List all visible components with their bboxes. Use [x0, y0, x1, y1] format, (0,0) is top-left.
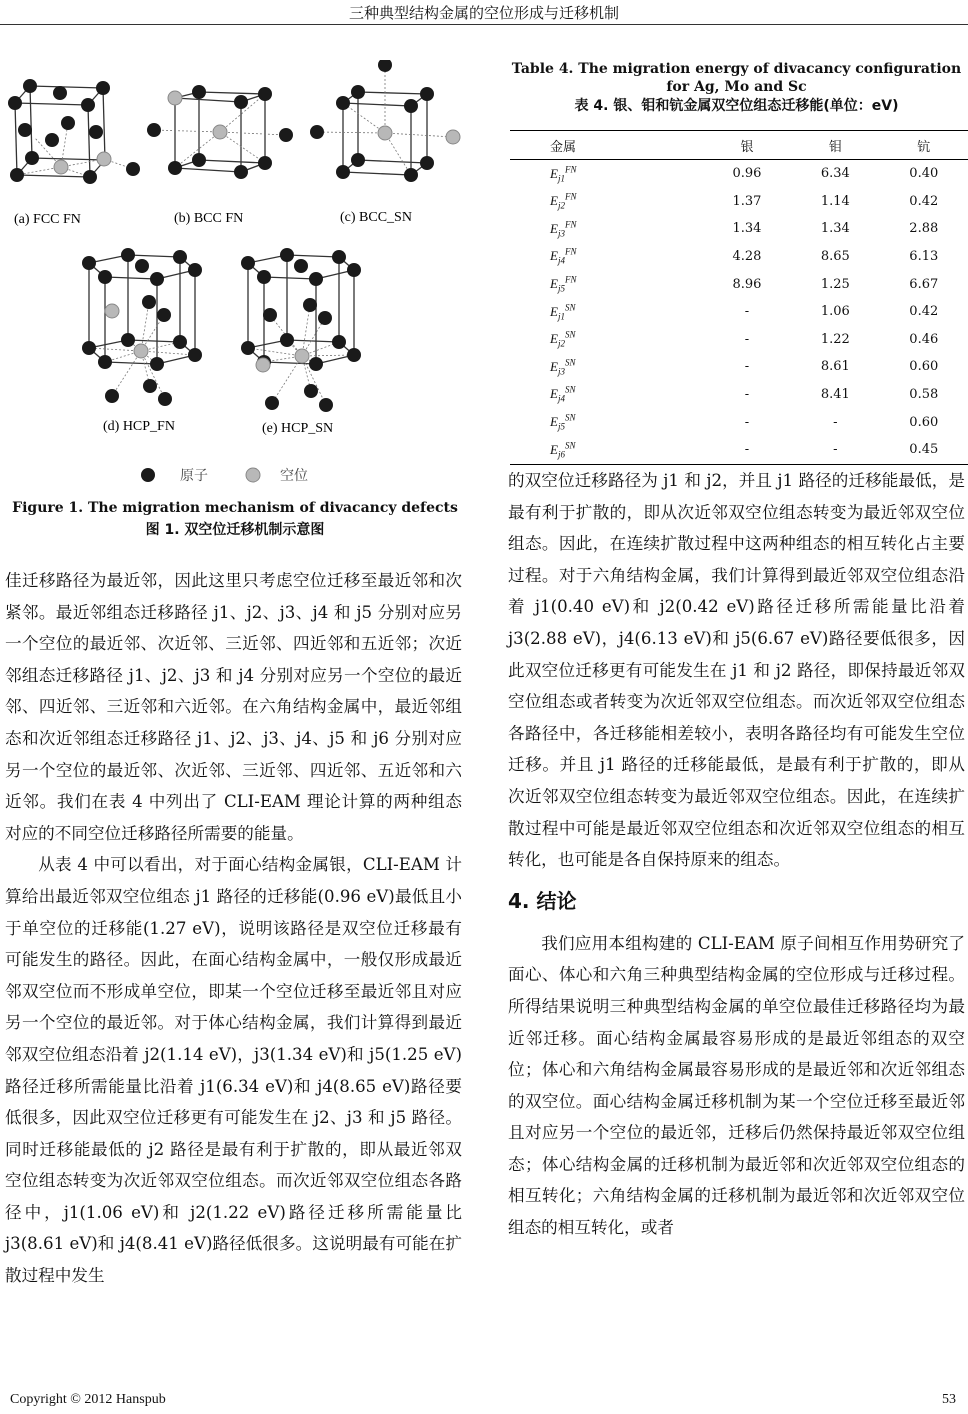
migration-path-line — [154, 130, 220, 132]
table-cell: 8.96 — [732, 276, 762, 292]
atom-sphere — [263, 308, 277, 322]
atom-sphere — [310, 125, 324, 139]
lattice-edge — [287, 340, 339, 342]
energy-symbol: E — [550, 220, 558, 236]
table-cell: 1.25 — [820, 276, 850, 292]
table-caption — [505, 60, 968, 115]
path-subscript: j4 — [557, 256, 565, 267]
atom-sphere — [351, 85, 365, 99]
lattice-edge — [103, 88, 105, 160]
table-row — [510, 270, 968, 298]
atom-sphere — [150, 357, 164, 371]
energy-label — [510, 408, 703, 436]
legend-atom-icon — [141, 468, 155, 482]
table-cell: 1.14 — [820, 193, 850, 209]
table-header-row — [510, 131, 968, 160]
energy-label — [510, 243, 703, 271]
migration-energy-table — [510, 130, 968, 465]
table-row — [510, 436, 968, 464]
vacancy-sphere — [213, 125, 227, 139]
atom-sphere — [83, 170, 97, 184]
atom-sphere — [25, 151, 39, 165]
energy-symbol: E — [550, 193, 558, 209]
atom-sphere — [351, 153, 365, 167]
table-cell: 0.58 — [909, 387, 939, 403]
lattice-edge — [15, 103, 17, 175]
panel-label-a: (a) FCC FN — [14, 212, 81, 227]
body-paragraph: 我们应用本组构建的 CLI-EAM 原子间相互作用势研究了面心、体心和六角三种典型结构金属的空位形成与迁移过程。所得结果说明三种典型结构金属的单空位最佳迁移路径均为最近邻迁移。面心结构金属最容易形成的是最近邻组态的双空位；体心和六角结构金属最容易形成的是最近邻和次近邻组态的双空位。面心结构金属迁移机制为某一个空位迁移至最近邻且对应另一个空位的最近邻，迁移后仍然保持最近邻双空位组态；体心结构金属的迁移机制为最近邻和次近邻双空位组态的相互转化；六角结构金属的迁移机制为最近邻和次近邻双空位组态的相互转化，或者 — [508, 933, 965, 1238]
path-subscript: j6 — [557, 449, 565, 460]
panel-label-b: (b) BCC FN — [174, 211, 244, 226]
atom-sphere — [258, 87, 272, 101]
vacancy-sphere — [97, 152, 111, 166]
migration-path-line — [385, 133, 453, 137]
atom-sphere — [347, 263, 361, 277]
atom-sphere — [143, 379, 157, 393]
atom-sphere — [280, 248, 294, 262]
table-cell: 6.13 — [909, 249, 939, 265]
table-cell: 6.34 — [820, 166, 850, 182]
lattice-edge — [175, 168, 241, 172]
table-header-cell: 钼 — [791, 131, 879, 160]
lattice-edge — [128, 340, 180, 342]
atom-sphere — [309, 272, 323, 286]
migration-path-line — [141, 351, 195, 355]
table-cell: - — [744, 331, 750, 347]
lattice-edge — [17, 175, 90, 177]
table-cell: - — [833, 414, 838, 430]
atom-sphere — [420, 87, 434, 101]
config-superscript: FN — [564, 191, 577, 202]
path-subscript: j3 — [557, 366, 565, 377]
migration-path-line — [317, 132, 385, 133]
table-cell: - — [791, 436, 879, 464]
atom-sphere — [105, 389, 119, 403]
table-row — [510, 408, 968, 436]
lattice-edge — [264, 277, 316, 279]
path-subscript: j5 — [557, 421, 565, 432]
vacancy-sphere — [378, 126, 392, 140]
table-row — [510, 243, 968, 271]
table-row — [510, 188, 968, 216]
lattice-edge — [30, 86, 32, 158]
energy-label — [510, 160, 703, 188]
atom-sphere — [294, 259, 308, 273]
table-caption-zh: 表 4. 银、钼和钪金属双空位组态迁移能(单位：eV) — [574, 98, 899, 114]
table-header-cell: 钪 — [880, 131, 968, 160]
table-cell: 4.28 — [732, 249, 762, 265]
table-cell: 0.42 — [909, 193, 939, 209]
atom-sphere — [404, 168, 418, 182]
atom-sphere — [258, 156, 272, 170]
table-cell: - — [703, 436, 791, 464]
atom-sphere — [126, 162, 140, 176]
table-cell: - — [744, 387, 750, 403]
path-subscript: j1 — [557, 311, 565, 322]
table-cell: 8.61 — [820, 359, 850, 375]
config-superscript: SN — [564, 357, 576, 368]
lattice-edge — [287, 255, 339, 257]
atom-sphere — [168, 161, 182, 175]
vacancy-sphere — [168, 91, 182, 105]
atom-sphere — [280, 333, 294, 347]
figure-caption-en: Figure 1. The migration mechanism of divacancy defects — [12, 500, 458, 516]
atom-sphere — [45, 133, 59, 147]
lattice-edge — [264, 362, 316, 364]
atom-sphere — [157, 308, 171, 322]
vacancy-sphere — [54, 160, 68, 174]
energy-label — [510, 270, 703, 298]
left-column — [5, 565, 462, 1292]
atom-sphere — [173, 335, 187, 349]
section-heading-conclusion: 4. 结论 — [508, 888, 577, 913]
running-head: 三种典型结构金属的空位形成与迁移机制 — [348, 4, 619, 22]
lattice-edge — [30, 86, 103, 88]
lattice-edge — [199, 92, 265, 94]
config-superscript: SN — [564, 412, 576, 423]
atom-sphere — [309, 357, 323, 371]
atom-sphere — [135, 259, 149, 273]
atom-sphere — [18, 123, 32, 137]
table-row — [510, 160, 968, 188]
atom-sphere — [347, 348, 361, 362]
atom-sphere — [279, 128, 293, 142]
atom-sphere — [61, 116, 75, 130]
atom-sphere — [420, 156, 434, 170]
migration-path-line — [343, 103, 385, 133]
atom-sphere — [150, 272, 164, 286]
config-superscript: SN — [564, 329, 576, 340]
table-cell: 0.46 — [909, 331, 939, 347]
energy-symbol: E — [550, 276, 558, 292]
energy-label — [510, 215, 703, 243]
panel-label-e: (e) HCP_SN — [262, 421, 334, 436]
table-cell: 0.96 — [732, 166, 762, 182]
atom-sphere — [265, 396, 279, 410]
lattice-edge — [105, 277, 157, 279]
table-cell: - — [744, 359, 750, 375]
config-superscript: FN — [564, 274, 577, 285]
body-paragraph: 的双空位迁移路径为 j1 和 j2，并且 j1 路径的迁移能最低，是最有利于扩散的，即从次近邻双空位组态转变为最近邻双空位组态。因此，在连续扩散过程中这两种组态的相互转化占主要过程。对于六角结构金属，我们计算得到最近邻双空位组态沿着 j1(0.40 eV)和 j2(0.42 eV)路径迁移所需能量比沿着 j3(2.88 eV)，j4(6.13 eV)和 j5(6.67 eV)路径要低很多，因此双空位迁移更有可能发生在 j1 和 j2 路径，即保持最近邻双空位组态或者转变为次近邻双空位组态。而次近邻双空位组态各路径中，各迁移能相差较小，表明各路径均有可能发生空位迁移。并且 j1 路径的迁移能最低，是最有利于扩散的，即从次近邻双空位组态转变为最近邻双空位组态。因此，在连续扩散过程中可能是最近邻双空位组态和次近邻双空位组态的相互转化，也可能是各自保持原来的组态。 — [508, 471, 965, 870]
figure-atoms — [8, 60, 460, 412]
energy-symbol: E — [550, 331, 558, 347]
table-cell: 1.22 — [820, 331, 850, 347]
table-cell: 8.41 — [820, 387, 850, 403]
config-superscript: SN — [564, 440, 576, 451]
energy-label — [510, 188, 703, 216]
atom-sphere — [241, 256, 255, 270]
atom-sphere — [89, 125, 103, 139]
atom-sphere — [158, 392, 172, 406]
table-row — [510, 215, 968, 243]
path-subscript: j1 — [557, 173, 565, 184]
legend-vacancy-label: 空位 — [280, 468, 308, 484]
migration-path-line — [302, 305, 310, 356]
atom-sphere — [319, 398, 333, 412]
table-cell: 0.60 — [909, 414, 939, 430]
atom-sphere — [121, 333, 135, 347]
vacancy-sphere — [134, 344, 148, 358]
energy-symbol: E — [550, 386, 558, 402]
figure-lattice-lines — [15, 65, 453, 405]
lattice-edge — [105, 362, 157, 364]
config-superscript: FN — [564, 164, 577, 175]
atom-sphere — [332, 250, 346, 264]
config-superscript: SN — [564, 385, 576, 396]
table-row — [510, 326, 968, 354]
atom-sphere — [234, 95, 248, 109]
atom-sphere — [257, 270, 271, 284]
path-subscript: j3 — [557, 228, 565, 239]
body-paragraph: 从表 4 中可以看出，对于面心结构金属银，CLI-EAM 计算给出最近邻双空位组态 j1 路径的迁移能(0.96 eV)最低且小于单空位的迁移能(1.27 eV)，说明该路径是双空位迁移最有可能发生的路径。因此，在面心结构金属中，一般仅形成最近邻双空位而不形成单空位，即某一个空位迁移至最近邻且对应另一个空位的最近邻。对于体心结构金属，我们计算得到最近邻双空位组态沿着 j2(1.14 eV)，j3(1.34 eV)和 j5(1.25 eV)路径迁移所需能量比沿着 j1(6.34 eV)和 j4(8.65 eV)路径要低很多，因此双空位迁移更有可能发生在 j2、j3 和 j5 路径。同时迁移能最低的 j2 路径是最有利于扩散的，即从最近邻双空位组态转变为次近邻双空位组态。而次近邻双空位组态各路径中，j1(1.06 eV)和 j2(1.22 eV)路径迁移所需能量比 j3(8.61 eV)和 j4(8.41 eV)路径低很多。这说明最有可能在扩散过程中发生 — [5, 855, 462, 1286]
table-cell: 0.60 — [909, 359, 939, 375]
energy-symbol: E — [550, 414, 558, 429]
atom-sphere — [241, 341, 255, 355]
table-cell: 0.45 — [880, 436, 968, 464]
energy-symbol: E — [550, 248, 558, 264]
atom-sphere — [188, 263, 202, 277]
vacancy-sphere — [446, 130, 460, 144]
energy-label — [510, 436, 703, 464]
table-cell: 2.88 — [909, 221, 939, 237]
lattice-edge — [343, 103, 411, 106]
atom-sphere — [234, 165, 248, 179]
energy-label — [510, 353, 703, 381]
energy-symbol: E — [550, 165, 558, 181]
atom-sphere — [82, 341, 96, 355]
path-subscript: j5 — [557, 283, 565, 294]
lattice-edge — [175, 98, 241, 102]
figure-1 — [0, 60, 470, 500]
table-cell: - — [744, 414, 750, 430]
config-superscript: FN — [564, 219, 577, 230]
footer-copyright: Copyright © 2012 Hanspub — [10, 1392, 166, 1407]
lattice-edge — [358, 92, 427, 94]
lattice-edge — [32, 158, 105, 160]
atom-sphere — [82, 256, 96, 270]
lattice-edge — [15, 103, 88, 105]
table-header-cell: 金属 — [510, 131, 703, 160]
table-row — [510, 298, 968, 326]
atom-sphere — [404, 99, 418, 113]
atom-sphere — [173, 250, 187, 264]
atom-sphere — [142, 295, 156, 309]
atom-sphere — [304, 384, 318, 398]
right-column — [508, 465, 965, 1244]
table-cell: 0.40 — [909, 166, 939, 182]
atom-sphere — [318, 311, 332, 325]
atom-sphere — [336, 96, 350, 110]
panel-label-c: (c) BCC_SN — [340, 210, 412, 225]
energy-symbol: E — [550, 441, 558, 457]
vacancy-sphere — [105, 304, 119, 318]
path-subscript: j4 — [557, 394, 565, 404]
path-subscript: j2 — [557, 338, 565, 349]
atom-sphere — [188, 348, 202, 362]
migration-path-line — [302, 355, 354, 356]
atom-sphere — [378, 60, 392, 72]
atom-sphere — [98, 270, 112, 284]
energy-symbol: E — [550, 303, 558, 319]
lattice-edge — [358, 160, 427, 163]
atom-sphere — [81, 98, 95, 112]
table-cell: 1.34 — [732, 221, 762, 237]
config-superscript: FN — [564, 247, 577, 258]
atom-sphere — [98, 355, 112, 369]
vacancy-sphere — [256, 358, 270, 372]
table-cell: 1.34 — [820, 221, 850, 237]
body-paragraph: 佳迁移路径为最近邻，因此这里只考虑空位迁移至最近邻和次紧邻。最近邻组态迁移路径 j1、j2、j3、j4 和 j5 分别对应另一个空位的最近邻、次近邻、三近邻、四近邻和五近邻；次近邻组态迁移路径 j1、j2、j3 和 j4 分别对应另一个空位的最近邻、四近邻、三近邻和六近邻。在六角结构金属中，最近邻组态和次近邻组态迁移路径 j1、j2、j3、j4、j5 和 j6 分别对应另一个空位的最近邻、次近邻、三近邻、四近邻、五近邻和六近邻。我们在表 4 中列出了 CLI-EAM 理论计算的两种组态对应的不同空位迁移路径所需要的能量。 — [5, 571, 462, 843]
atom-sphere — [303, 298, 317, 312]
migration-path-line — [220, 132, 265, 163]
lattice-edge — [88, 105, 90, 177]
header-rule — [0, 24, 968, 25]
vacancy-sphere — [295, 349, 309, 363]
path-subscript: j2 — [557, 200, 565, 211]
atom-sphere — [336, 165, 350, 179]
migration-path-line — [220, 132, 286, 135]
table-cell: 8.65 — [820, 249, 850, 265]
atom-sphere — [192, 85, 206, 99]
atom-sphere — [121, 248, 135, 262]
legend-atom-label: 原子 — [180, 468, 208, 484]
lattice-edge — [343, 172, 411, 175]
table-cell: 6.67 — [909, 276, 939, 292]
energy-label — [510, 298, 703, 326]
page-number: 53 — [942, 1392, 956, 1407]
lattice-edge — [128, 255, 180, 257]
atom-sphere — [147, 123, 161, 137]
atom-sphere — [192, 153, 206, 167]
atom-sphere — [96, 81, 110, 95]
table-header-cell: 银 — [703, 131, 791, 160]
atom-sphere — [332, 335, 346, 349]
atom-sphere — [23, 79, 37, 93]
energy-symbol: E — [550, 358, 558, 374]
figure-caption-zh: 图 1. 双空位迁移机制示意图 — [145, 522, 325, 538]
energy-label — [510, 381, 703, 409]
table-cell: - — [744, 304, 750, 320]
table-row — [510, 353, 968, 381]
table-row — [510, 381, 968, 409]
table-cell: 0.42 — [909, 304, 939, 320]
atom-sphere — [53, 86, 67, 100]
migration-path-line — [89, 348, 141, 351]
panel-label-d: (d) HCP_FN — [103, 419, 175, 434]
atom-sphere — [10, 168, 24, 182]
lattice-edge — [199, 160, 265, 163]
table-caption-en: Table 4. The migration energy of divacancy configuration for Ag, Mo and Sc — [511, 61, 962, 95]
atom-sphere — [8, 96, 22, 110]
energy-label — [510, 326, 703, 354]
table-cell: 1.37 — [732, 193, 762, 209]
config-superscript: SN — [564, 302, 576, 313]
legend-vacancy-icon — [246, 468, 260, 482]
table-cell: 1.06 — [820, 304, 850, 320]
migration-path-line — [112, 351, 141, 396]
